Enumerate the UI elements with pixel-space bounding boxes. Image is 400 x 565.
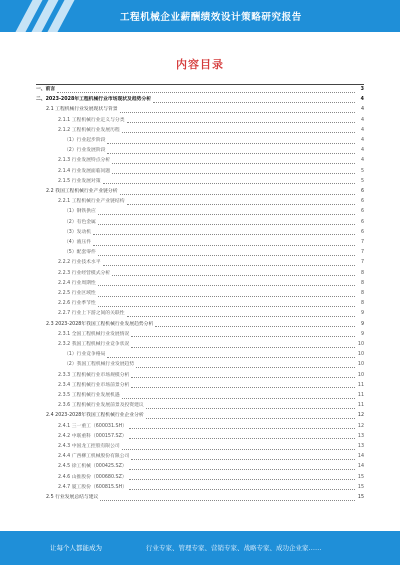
- footer-slogan: 让每个人都能成为: [50, 544, 102, 552]
- toc-entry-title: 2.1.3 行业发展特点分析: [58, 158, 111, 164]
- toc-entry-page-number: 4: [360, 107, 364, 113]
- toc-leader-dots: [131, 343, 355, 348]
- toc-leader-dots: [153, 98, 355, 103]
- toc-leader-dots: [129, 434, 355, 439]
- toc-entry[interactable]: [64, 147, 364, 155]
- toc-leader-dots: [146, 404, 355, 409]
- toc-entry-title: 2.2.2 行业技术水平: [58, 260, 101, 266]
- toc-entry-page-number: 6: [360, 189, 364, 194]
- toc-entry-title: （2）有色金属: [64, 219, 96, 225]
- toc-entry-title: 二、2023-2028年工程机械行业市场现状及趋势分析: [36, 97, 152, 103]
- toc-leader-dots: [112, 159, 355, 164]
- toc-entry-title: 一、前言: [36, 87, 56, 92]
- toc-entry-page-number: 4: [360, 148, 364, 154]
- toc-entry-title: 2.3.5 工程机械行业发展机遇: [58, 393, 120, 398]
- toc-entry-page-number: 14: [357, 464, 364, 470]
- toc-entry[interactable]: [58, 423, 364, 431]
- toc-leader-dots: [127, 312, 356, 317]
- toc-entry[interactable]: [58, 178, 364, 186]
- toc-leader-dots: [127, 200, 356, 205]
- footer-banner: [0, 531, 400, 565]
- footer-tagline: 行业专家、管理专家、营销专家、战略专家、成功企业家……: [146, 544, 322, 552]
- toc-entry-page-number: 3: [360, 87, 364, 92]
- toc-leader-dots: [98, 281, 355, 286]
- toc-entry[interactable]: [58, 484, 364, 492]
- toc-entry[interactable]: [58, 157, 364, 165]
- toc-entry[interactable]: [46, 412, 364, 420]
- toc-entry-title: （4）液压件: [64, 240, 92, 245]
- toc-entry-title: 2.2 我国工程机械行业产业链分析: [46, 189, 118, 194]
- toc-entry-title: 2.2.1 工程机械行业产业链结构: [58, 199, 125, 205]
- toc-entry-title: 2.4.1 三一重工（600031.SH）: [58, 423, 128, 429]
- toc-entry-page-number: 9: [360, 331, 364, 337]
- toc-leader-dots: [98, 251, 355, 256]
- toc-entry-page-number: 5: [360, 168, 364, 174]
- toc-entry[interactable]: [58, 402, 364, 410]
- toc-leader-dots: [136, 363, 355, 368]
- toc-entry-page-number: 11: [357, 393, 364, 398]
- toc-entry-title: 2.3.1 全国工程机械行业发展情况: [58, 331, 130, 337]
- toc-leader-dots: [98, 220, 355, 225]
- toc-entry-page-number: 13: [357, 433, 364, 439]
- toc-entry[interactable]: [58, 290, 364, 298]
- toc-entry-page-number: 9: [360, 311, 364, 317]
- toc-entry-page-number: 4: [360, 158, 364, 164]
- toc-entry-title: （2）行业发展阶段: [64, 148, 106, 154]
- toc-leader-dots: [131, 383, 355, 388]
- toc-entry[interactable]: [64, 137, 364, 145]
- toc-entry-page-number: 7: [360, 260, 364, 266]
- toc-entry-title: 2.3.3 工程机械行业市场规模分析: [58, 372, 130, 378]
- toc-entry-title: 2.4.5 徐工机械（000425.SZ）: [58, 464, 127, 470]
- toc-entry-title: 2.4.4 广西柳工机械股份有限公司: [58, 454, 130, 460]
- toc-leader-dots: [131, 455, 355, 460]
- toc-entry[interactable]: [58, 372, 364, 380]
- toc-leader-dots: [129, 475, 355, 480]
- toc-leader-dots: [100, 496, 355, 501]
- toc-entry-page-number: 15: [357, 495, 364, 500]
- toc-entry[interactable]: [46, 188, 364, 196]
- toc-entry-page-number: 10: [357, 372, 364, 378]
- toc-entry[interactable]: [58, 280, 364, 288]
- toc-entry-title: （3）发动机: [64, 229, 92, 235]
- toc-entry[interactable]: [58, 117, 364, 125]
- toc-entry-title: 2.1.1 工程机械行业定义与分类: [58, 117, 125, 123]
- toc-entry-page-number: 10: [357, 352, 364, 358]
- toc-entry-title: （2）我国工程机械行业发展趋势: [64, 362, 135, 368]
- toc-leader-dots: [127, 118, 356, 123]
- toc-leader-dots: [57, 88, 355, 93]
- toc-entry-title: 2.1 工程机械行业发展现状与背景: [46, 107, 118, 113]
- toc-entry-page-number: 15: [357, 484, 364, 490]
- toc-entry[interactable]: [58, 259, 364, 267]
- toc-entry-page-number: 11: [357, 403, 364, 409]
- toc-entry-title: 2.5 行业发展总结与建议: [46, 495, 99, 500]
- toc-leader-dots: [93, 241, 355, 246]
- toc-entry-title: 2.3.2 我国工程机械行业竞争状况: [58, 342, 130, 347]
- toc-leader-dots: [155, 322, 355, 327]
- toc-entry-title: 2.4 2023-2028年我国工程机械行业企业分析: [46, 413, 144, 419]
- toc-entry[interactable]: [36, 86, 364, 94]
- toc-entry[interactable]: [58, 474, 364, 482]
- toc-leader-dots: [120, 108, 355, 113]
- report-header-banner: [0, 0, 400, 32]
- toc-entry-title: 2.3.6 工程机械行业发展前景及投资建议: [58, 403, 144, 409]
- toc-entry[interactable]: [58, 453, 364, 461]
- toc-entry-title: （1）行业起步阶段: [64, 138, 106, 143]
- toc-entry-title: 2.2.6 行业季节性: [58, 301, 96, 307]
- toc-leader-dots: [131, 332, 355, 337]
- toc-entry[interactable]: [64, 361, 364, 369]
- toc-leader-dots: [131, 373, 355, 378]
- toc-leader-dots: [129, 424, 355, 429]
- toc-entry[interactable]: [58, 300, 364, 308]
- toc-entry[interactable]: [58, 331, 364, 339]
- toc-entry-page-number: 4: [360, 138, 364, 143]
- toc-entry-page-number: 14: [357, 454, 364, 460]
- toc-entry[interactable]: [36, 96, 364, 104]
- toc-entry-page-number: 8: [360, 291, 364, 296]
- toc-entry[interactable]: [64, 249, 364, 257]
- toc-entry[interactable]: [64, 351, 364, 359]
- toc-entry[interactable]: [58, 392, 364, 400]
- toc-entry-page-number: 15: [357, 474, 364, 480]
- toc-leader-dots: [120, 190, 355, 195]
- toc-leader-dots: [129, 465, 355, 470]
- toc-entry-title: 2.3.4 工程机械行业市场前景分析: [58, 382, 130, 388]
- toc-leader-dots: [103, 179, 355, 184]
- toc-leader-dots: [122, 445, 355, 450]
- toc-entry[interactable]: [46, 494, 364, 502]
- toc-leader-dots: [112, 271, 355, 276]
- toc-entry-title: 2.3 2023-2028年我国工程机械行业发展趋势分析: [46, 321, 154, 327]
- toc-entry[interactable]: [58, 198, 364, 206]
- toc-entry-title: （5）配套零件: [64, 250, 96, 256]
- toc-entry-page-number: 6: [360, 229, 364, 235]
- toc-entry-page-number: 8: [360, 270, 364, 276]
- toc-entry-title: 2.2.5 行业区域性: [58, 291, 96, 296]
- toc-entry-title: 2.4.3 中国龙工控股有限公司: [58, 444, 120, 449]
- toc-entry-page-number: 13: [357, 444, 364, 449]
- toc-entry-page-number: 12: [357, 423, 364, 429]
- toc-entry-title: （1）钢铁供应: [64, 209, 96, 215]
- toc-entry[interactable]: [64, 208, 364, 216]
- toc-entry-page-number: 4: [360, 117, 364, 123]
- toc-entry[interactable]: [64, 239, 364, 247]
- toc-entry-title: 2.2.4 行业周期性: [58, 280, 96, 286]
- toc-entry-page-number: 8: [360, 280, 364, 286]
- toc-entry-page-number: 10: [357, 362, 364, 368]
- toc-entry-title: 2.1.2 工程机械行业发展历程: [58, 127, 120, 133]
- toc-entry-page-number: 6: [360, 219, 364, 225]
- toc-leader-dots: [107, 149, 355, 154]
- toc-entry-title: 2.2.7 行业上下游之间的关联性: [58, 311, 125, 317]
- toc-entry-page-number: 4: [360, 97, 364, 103]
- toc-entry[interactable]: [58, 443, 364, 451]
- toc-entry[interactable]: [58, 168, 364, 176]
- toc-entry[interactable]: [58, 463, 364, 471]
- toc-entry[interactable]: [58, 433, 364, 441]
- toc-entry-page-number: 6: [360, 199, 364, 205]
- toc-entry-page-number: 4: [360, 127, 364, 133]
- toc-entry[interactable]: [58, 382, 364, 390]
- toc-entry-title: 2.1.4 行业发展面临问题: [58, 168, 111, 174]
- toc-entry-page-number: 7: [360, 240, 364, 245]
- toc-leader-dots: [112, 169, 355, 174]
- toc-entry-page-number: 6: [360, 209, 364, 215]
- toc-leader-dots: [107, 353, 355, 358]
- toc-leader-dots: [103, 261, 355, 266]
- toc-entry[interactable]: [46, 321, 364, 329]
- toc-entry[interactable]: [58, 270, 364, 278]
- toc-leader-dots: [122, 394, 355, 399]
- toc-entry-page-number: 9: [360, 321, 364, 327]
- toc-entry-title: 2.1.5 行业发展对策: [58, 178, 101, 184]
- toc-entry-title: 2.4.6 山推股份（000680.SZ）: [58, 474, 127, 480]
- toc-entry[interactable]: [58, 310, 364, 318]
- toc-entry-page-number: 8: [360, 301, 364, 307]
- toc-entry-title: （1）行业竞争格局: [64, 352, 106, 358]
- toc-entry[interactable]: [64, 219, 364, 227]
- toc-leader-dots: [98, 210, 355, 215]
- toc-entry-title: 2.2.3 行业经营模式分析: [58, 270, 111, 276]
- toc-entry-page-number: 7: [360, 250, 364, 256]
- toc-entry-title: 2.4.2 中联重科（000157.SZ）: [58, 433, 127, 439]
- toc-leader-dots: [129, 485, 355, 490]
- toc-entry[interactable]: [64, 229, 364, 237]
- toc-entry-page-number: 12: [357, 413, 364, 419]
- toc-entry-page-number: 10: [357, 342, 364, 347]
- toc-leader-dots: [122, 128, 355, 133]
- toc-leader-dots: [93, 230, 355, 235]
- toc-entry-page-number: 11: [357, 382, 364, 388]
- toc-leader-dots: [146, 414, 355, 419]
- toc-entry-page-number: 5: [360, 178, 364, 184]
- toc-leader-dots: [98, 302, 355, 307]
- toc-entry-title: 2.4.7 厦工股份（600815.SH）: [58, 484, 128, 490]
- toc-entry[interactable]: [58, 127, 364, 135]
- toc-leader-dots: [107, 139, 355, 144]
- toc-entry[interactable]: [46, 106, 364, 114]
- toc-leader-dots: [98, 292, 355, 297]
- toc-top-rule: [36, 84, 364, 85]
- toc-heading: 内容目录: [176, 58, 224, 71]
- toc-entry[interactable]: [58, 341, 364, 349]
- report-title: 工程机械企业薪酬绩效设计策略研究报告: [120, 12, 302, 23]
